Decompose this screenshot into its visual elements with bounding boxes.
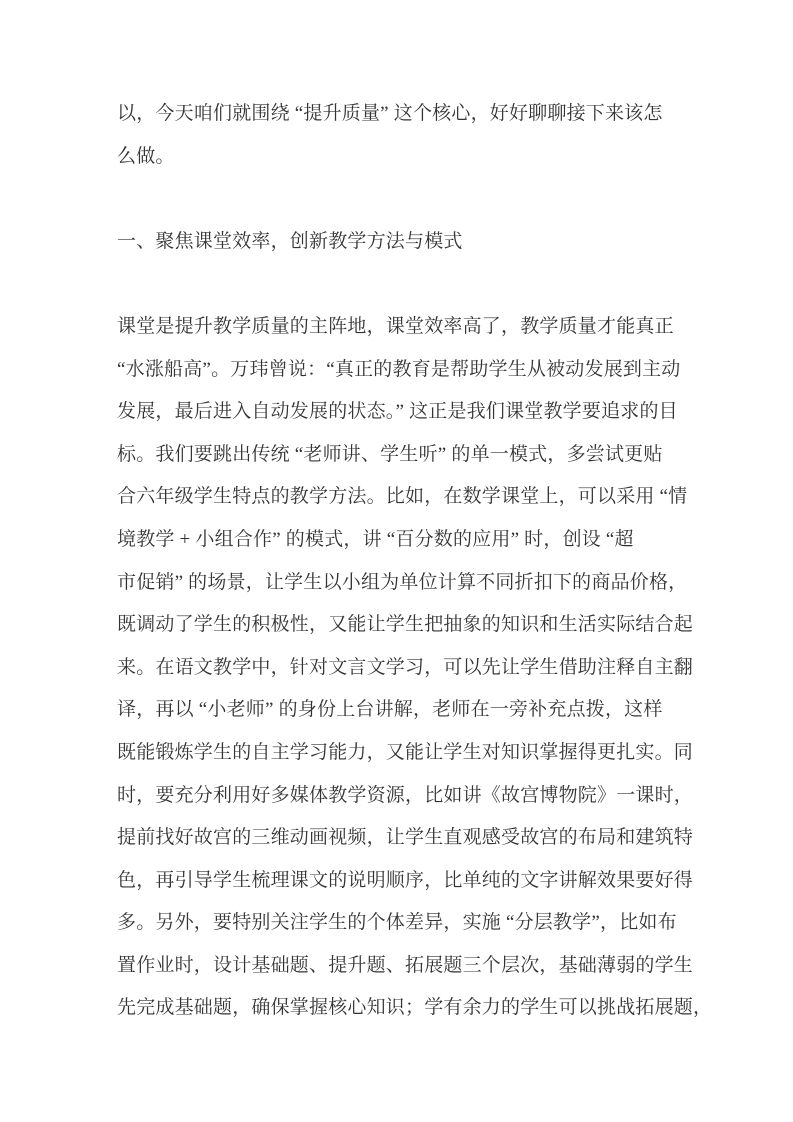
body-paragraph-line: 多。另外，要特别关注学生的个体差异，实施 “分层教学”，比如布 — [117, 912, 677, 934]
body-paragraph-line: 市促销” 的场景，让学生以小组为单位计算不同折扣下的商品价格， — [117, 571, 688, 593]
document-content — [117, 93, 713, 1030]
body-paragraph-line: 来。在语文教学中，针对文言文学习，可以先让学生借助注释自主翻 — [117, 656, 694, 678]
body-paragraph-line: 置作业时，设计基础题、提升题、拓展题三个层次，基础薄弱的学生 — [117, 954, 694, 976]
body-paragraph-line: 标。我们要跳出传统 “老师讲、学生听” 的单一模式，多尝试更贴 — [117, 443, 663, 465]
body-paragraph-line: 发展，最后进入自动发展的状态。” 这正是我们课堂教学要追求的目 — [117, 401, 678, 423]
body-paragraph-line: 既能锻炼学生的自主学习能力，又能让学生对知识掌握得更扎实。同 — [117, 741, 694, 763]
body-paragraph-line: 境教学 + 小组合作” 的模式，讲 “百分数的应用” 时，创设 “超 — [117, 528, 634, 550]
body-paragraph-line: “水涨船高”。万玮曾说：“真正的教育是帮助学生从被动发展到主动 — [117, 358, 681, 380]
body-paragraph-line: 译，再以 “小老师” 的身份上台讲解，老师在一旁补充点拨，这样 — [117, 699, 663, 721]
body-paragraph-line: 合六年级学生特点的教学方法。比如，在数学课堂上，可以采用 “情 — [117, 486, 688, 508]
intro-paragraph-line: 么做。 — [117, 145, 175, 167]
body-paragraph-line: 既调动了学生的积极性，又能让学生把抽象的知识和生活实际结合起 — [117, 614, 694, 636]
paragraph-spacer — [117, 178, 677, 221]
body-paragraph-line: 时，要充分利用好多媒体教学资源，比如讲《故宫博物院》一课时， — [117, 784, 694, 806]
paragraph-spacer — [117, 263, 677, 306]
body-paragraph-line: 课堂是提升教学质量的主阵地，课堂效率高了，教学质量才能真正 — [117, 315, 674, 337]
body-paragraph-line: 提前找好故宫的三维动画视频，让学生直观感受故宫的布局和建筑特 — [117, 827, 694, 849]
body-paragraph-line: 先完成基础题，确保掌握核心知识；学有余力的学生可以挑战拓展题， — [117, 997, 713, 1019]
section-heading: 一、聚焦课堂效率，创新教学方法与模式 — [117, 230, 463, 252]
body-paragraph-line: 色，再引导学生梳理课文的说明顺序，比单纯的文字讲解效果要好得 — [117, 869, 694, 891]
intro-paragraph-line: 以，今天咱们就围绕 “提升质量” 这个核心，好好聊聊接下来该怎 — [117, 103, 663, 124]
